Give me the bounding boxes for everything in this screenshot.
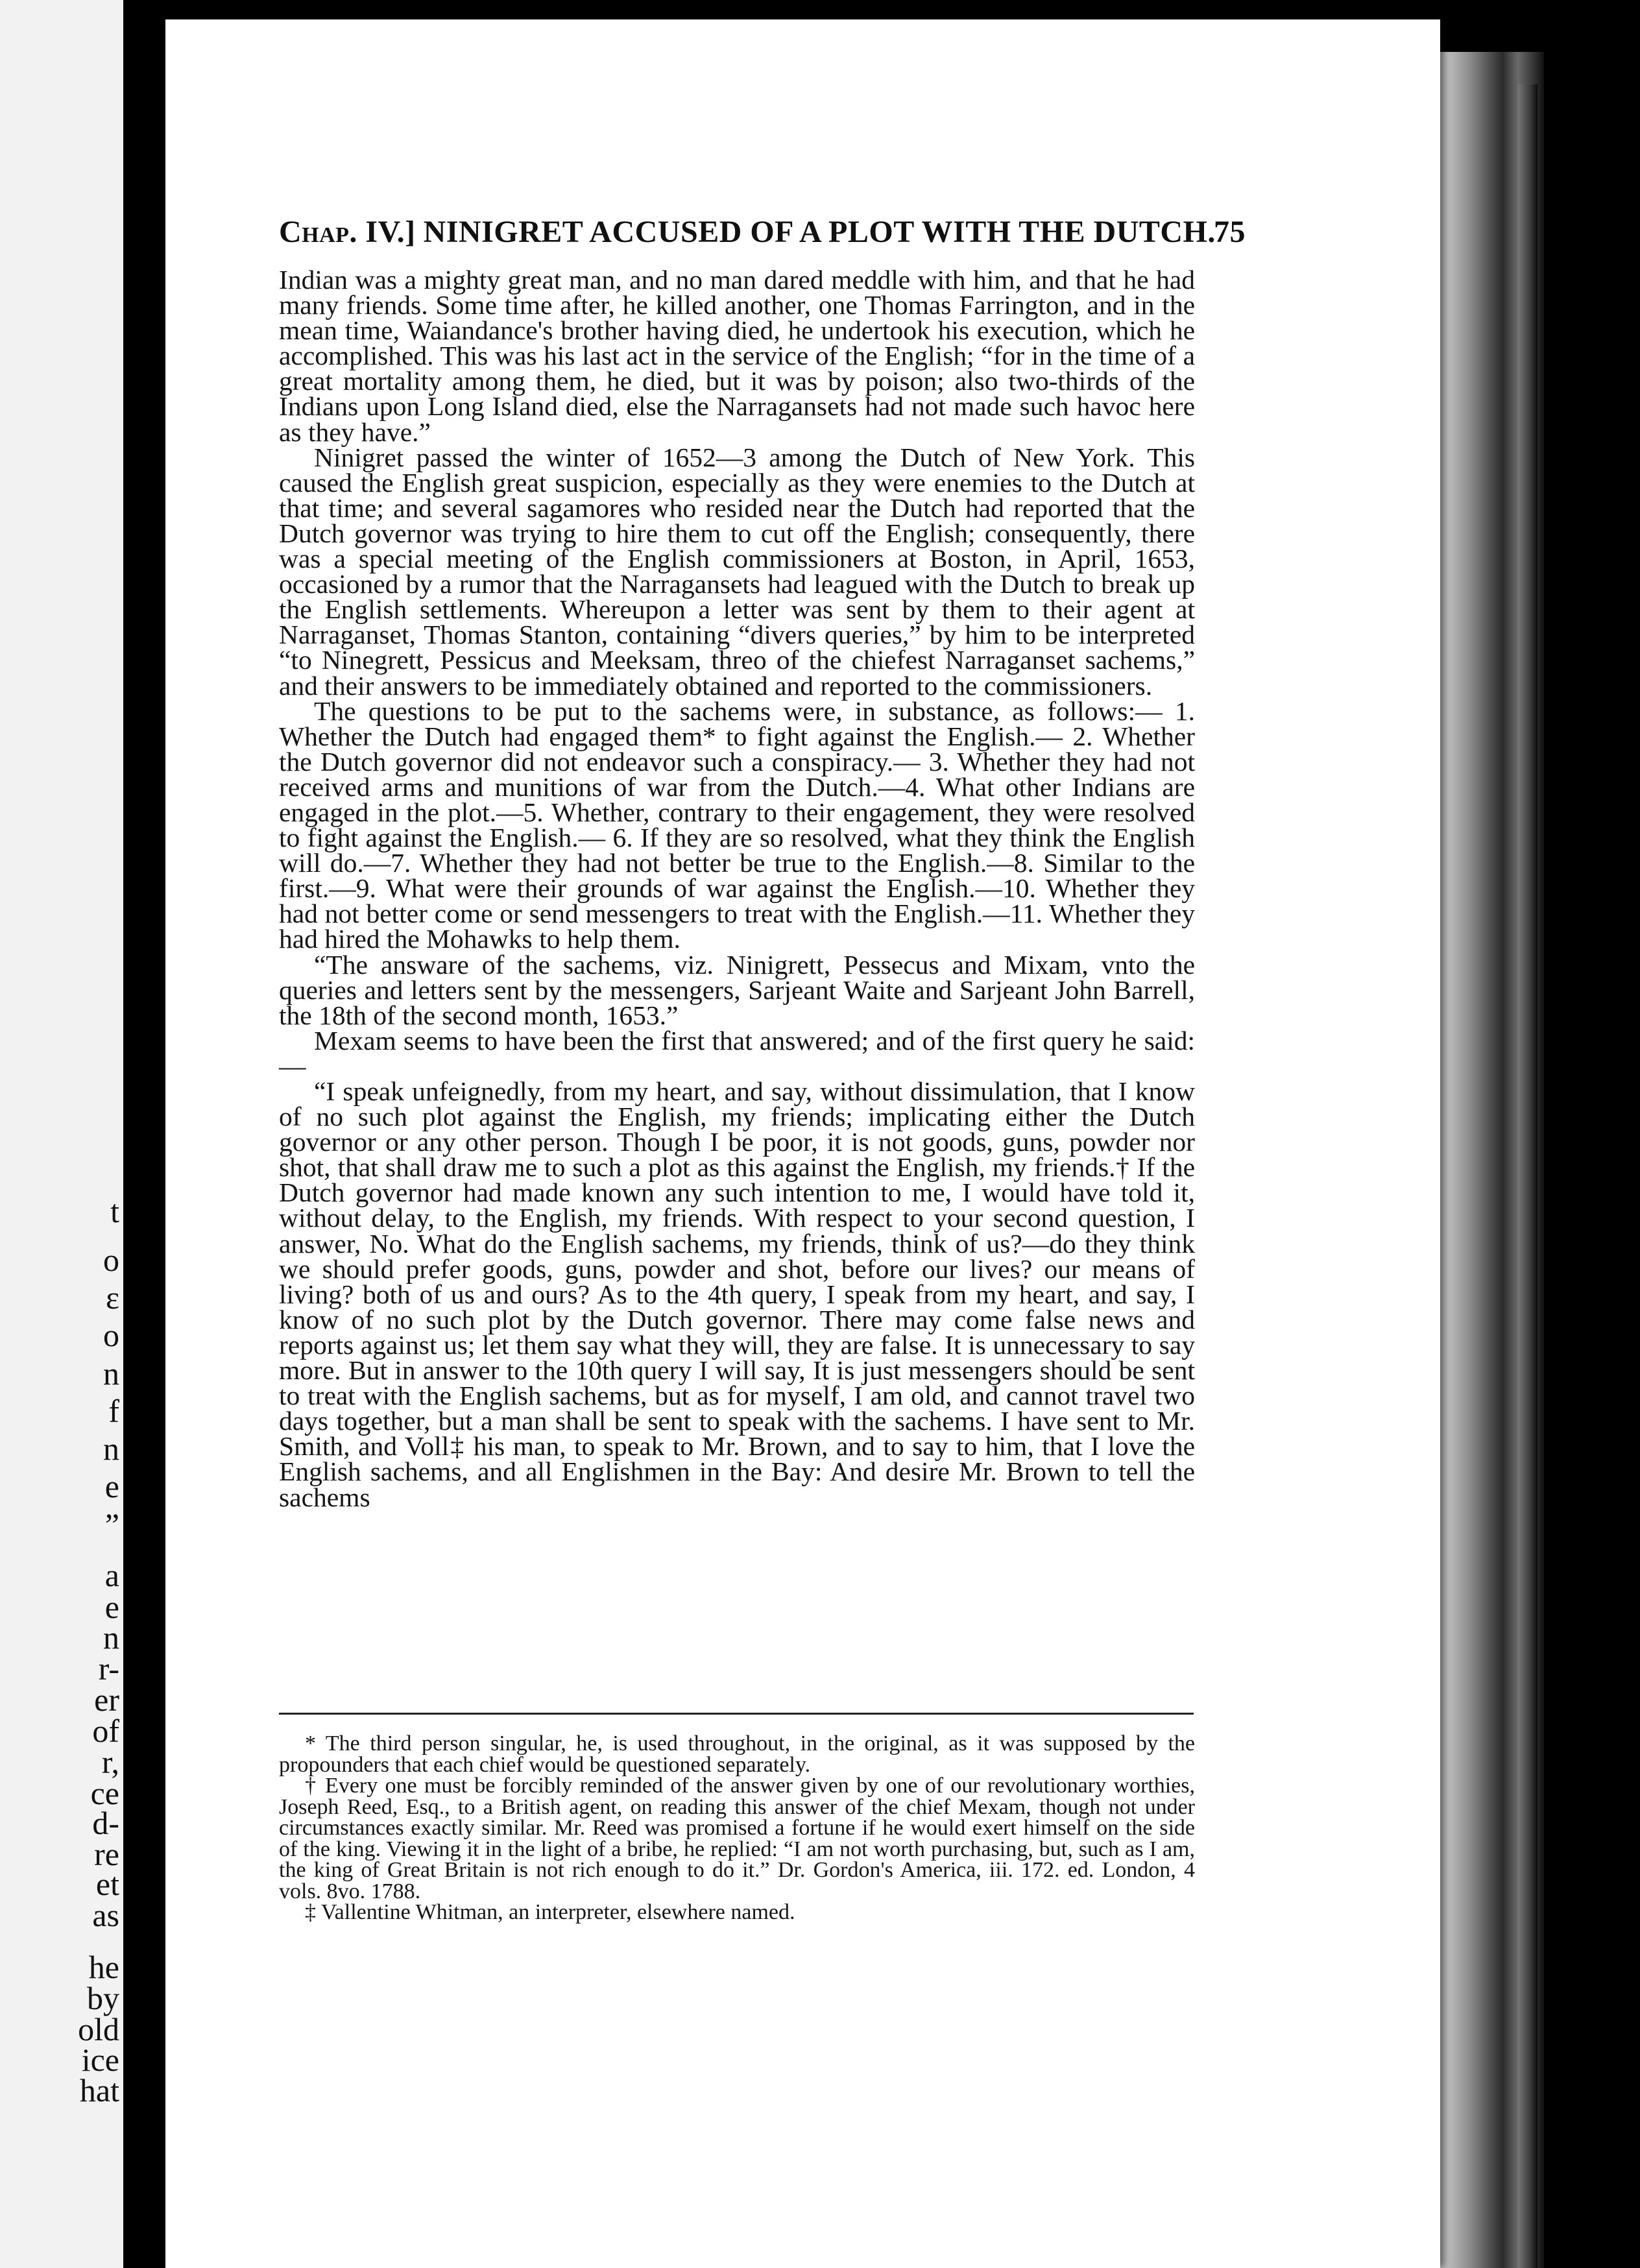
- facing-page-fragment: ce: [90, 1775, 119, 1811]
- running-header: [279, 214, 1246, 259]
- facing-page-fragment: old: [78, 2011, 119, 2047]
- paragraph: Ninigret passed the winter of 1652—3 among the Dutch of New York. This caused the English great suspicion, especially as they were enemies to the Dutch at that time; and several sagamores who resided near the Dutch had reported that the Dutch governor was trying to hire them to cut off the English; consequently, there was a special meeting of the English commissioners at Boston, in April, 1653, occasioned by a rumor that the Narragansets had leagued with the Dutch to break up the English settlements. Whereupon a letter was sent by them to their agent at Narraganset, Thomas Stanton, containing “divers queries,” by him to be interpreted “to Ninegrett, Pessicus and Meeksam, threo of the chiefest Narraganset sachems,” and their answers to be immediately obtained and reported to the commissioners.: [279, 442, 1195, 701]
- facing-page-fragment: n: [103, 1619, 119, 1656]
- paragraph: “The answare of the sachems, viz. Ninigrett, Pessecus and Mixam, vnto the queries and letters sent by the messengers, Sarjeant Waite and Sarjeant John Barrell, the 18th of the second month, 1653.”: [279, 949, 1195, 1030]
- facing-page-fragment: er: [94, 1682, 119, 1718]
- facing-page-fragment: e: [104, 1468, 119, 1504]
- paragraph: “I speak unfeignedly, from my heart, and say, without dissimulation, that I know of no such plot against the English, my friends; implicating either the Dutch governor or any other person. Though I be poor, it is not goods, guns, powder nor shot, that shall draw me to such a plot as this against the English, my friends.† If the Dutch governor had made known any such intention to me, I would have told it, without delay, to the English, my friends. With respect to your second question, I answer, No. What do the English sachems, my friends, think of us?—do they think we should prefer goods, guns, powder and shot, before our lives? our means of living? both of us and ours? As to the 4th query, I speak from my heart, and say, I know of no such plot by the Dutch governor. There may come false news and reports against us; let them say what they will, they are false. It is unnecessary to say more. But in answer to the 10th query I will say, It is just messengers should be sent to treat with the English sachems, but as for myself, I am old, and cannot travel two days together, but a man shall be sent to speak with the sachems. I have sent to Mr. Smith, and Voll‡ his man, to speak to Mr. Brown, and to say to him, that I love the English sachems, and all Englishmen in the Bay: And desire Mr. Brown to tell the sachems: [279, 1076, 1195, 1512]
- facing-page-fragment: d-: [92, 1805, 119, 1841]
- facing-page-fragment: t: [110, 1193, 119, 1229]
- paragraph: The questions to be put to the sachems were, in substance, as follows:— 1. Whether the Dutch had engaged them* to fight against the English.— 2. Whether the Dutch governor did not endeavor such a conspiracy.— 3. Whether they had not received arms and munitions of war from the Dutch.—4. What other Indians are engaged in the plot.—5. Whether, contrary to their engagement, they were resolved to fight against the English.— 6. If they are so resolved, what they think the English will do.—7. Whether they had not better be true to the English.—8. Similar to the first.—9. What were their grounds of war against the English.—10. Whether they had not better come or send messengers to treat with the English.—11. Whether they had hired the Mohawks to help them.: [279, 695, 1195, 954]
- footnote: ‡ Vallentine Whitman, an interpreter, elsewhere named.: [305, 1900, 795, 1924]
- facing-page-fragment: hat: [79, 2072, 119, 2108]
- facing-page-fragment: et: [95, 1866, 119, 1902]
- main-text: [279, 267, 1195, 1510]
- facing-page-fragment: of: [92, 1713, 119, 1749]
- facing-page-fragment: ε: [106, 1279, 119, 1316]
- facing-page-fragment: o: [103, 1242, 119, 1278]
- facing-page: [0, 0, 123, 2268]
- footnote: * The third person singular, he, is used throughout, in the original, as it was supposed by the propounders that each chief would be questioned separately.: [279, 1731, 1195, 1777]
- facing-page-fragment: as: [92, 1897, 119, 1933]
- facing-page-fragment: f: [108, 1393, 119, 1429]
- footnote: † Every one must be forcibly reminded of the answer given by one of our revolutionary worthies, Joseph Reed, Esq., to a British agent, on reading this answer of the chief Mexam, though not under circumstances exactly similar. Mr. Reed was promised a fortune if he would exert himself on the side of the king. Viewing it in the light of a bribe, he replied: “I am not worth purchasing, but, such as I am, the king of Great Britain is not rich enough to do it.” Dr. Gordon's America, iii. 172. ed. London, 4 vols. 8vo. 1788.: [279, 1774, 1195, 1903]
- facing-page-fragment: a: [104, 1557, 119, 1593]
- header-title: NINIGRET ACCUSED OF A PLOT WITH THE DUTCH.: [423, 215, 1216, 249]
- facing-page-fragment: n: [103, 1355, 119, 1392]
- facing-page-fragment: re: [94, 1836, 119, 1872]
- facing-page-fragment: o: [103, 1317, 119, 1353]
- footnotes: [279, 1733, 1195, 1924]
- facing-page-fragment: e: [104, 1589, 119, 1625]
- paragraph: Indian was a mighty great man, and no man dared meddle with him, and that he had many friends. Some time after, he killed another, one Thomas Farrington, and in the mean time, Waiandance's brother having died, he undertook his execution, which he accomplished. This was his last act in the service of the English; “for in the time of a great mortality among them, he died, but it was by poison; also two-thirds of the Indians upon Long Island died, else the Narragansets had not made such havoc here as they have.”: [279, 265, 1195, 447]
- page-edges: [1518, 84, 1538, 2268]
- facing-page-fragment: he: [88, 1949, 119, 1985]
- facing-page-fragment: ice: [81, 2042, 119, 2078]
- facing-page-fragment: r-: [98, 1650, 119, 1687]
- footnote-rule: [279, 1713, 1194, 1715]
- facing-page-fragment: ”: [104, 1506, 119, 1543]
- facing-page-fragment: n: [103, 1430, 119, 1467]
- facing-page-fragment: by: [87, 1980, 119, 2016]
- paragraph: Mexam seems to have been the first that answered; and of the first query he said:—: [279, 1025, 1195, 1081]
- chapter-label: Chap. IV.]: [279, 215, 416, 249]
- page-number: 75: [1214, 215, 1246, 249]
- facing-page-fragment: r,: [101, 1744, 119, 1780]
